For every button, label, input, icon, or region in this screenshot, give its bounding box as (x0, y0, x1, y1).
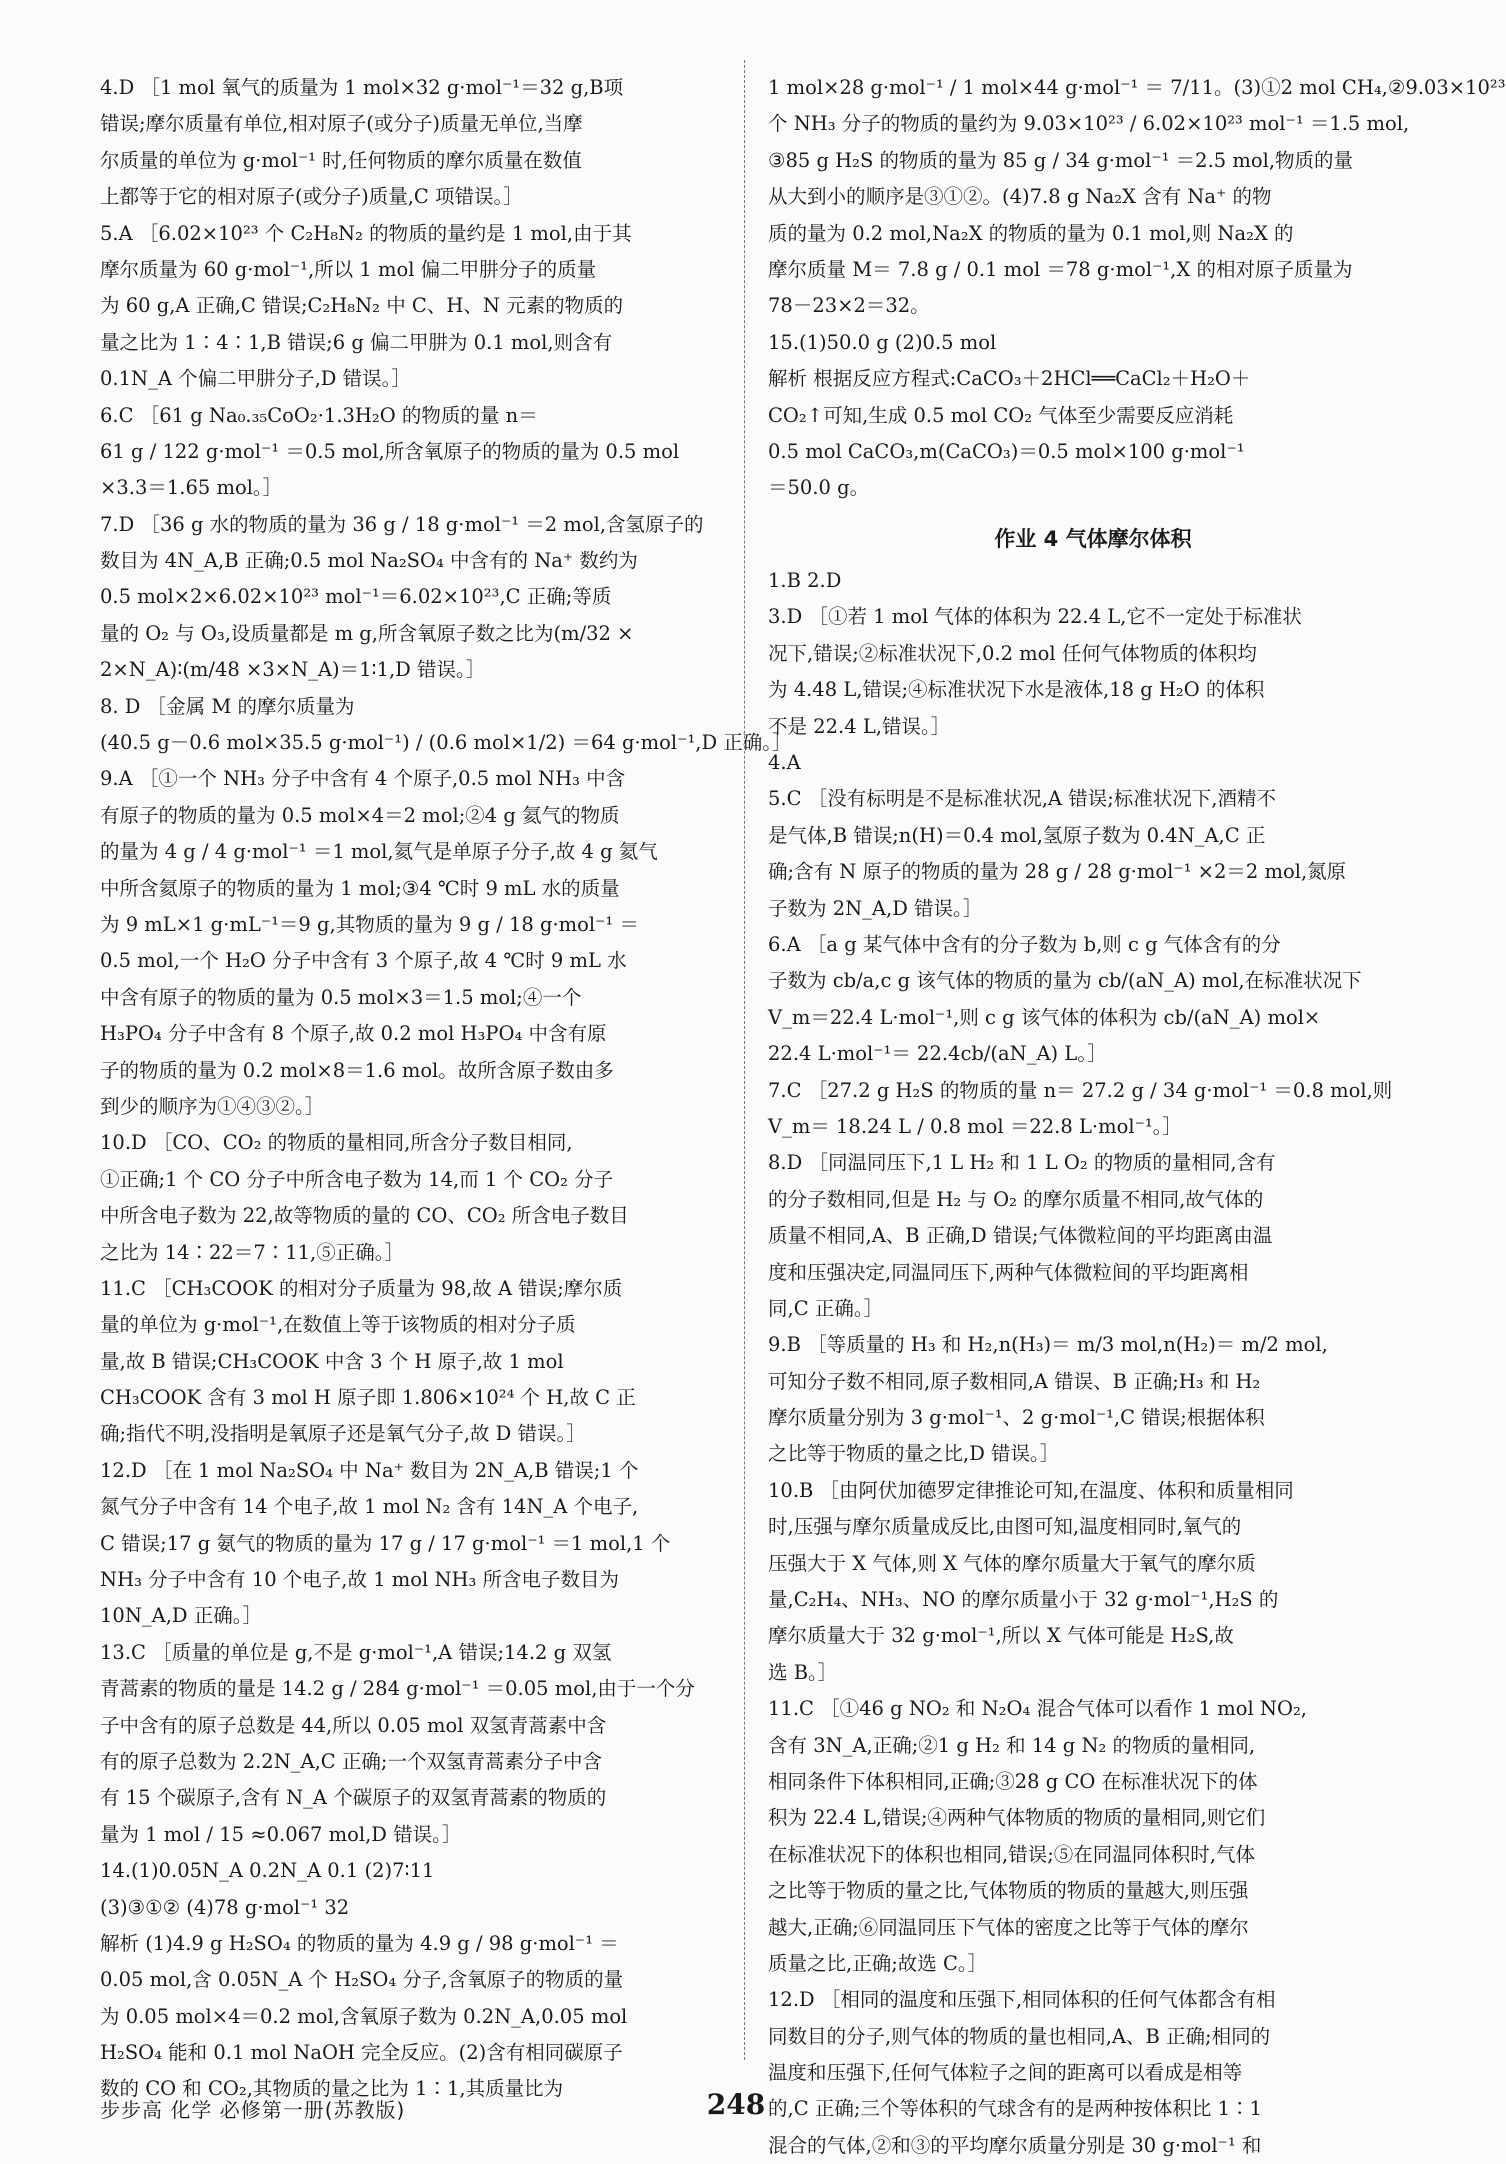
text-line: 0.1N_A 个偏二甲肼分子,D 错误。］ (100, 367, 411, 391)
text-line: 10N_A,D 正确。］ (100, 1604, 262, 1628)
text-line: 7.D ［36 g 水的物质的量为 36 g / 18 g·mol⁻¹ ＝2 mol,含氢原子的 (100, 512, 704, 536)
text-line: 的,C 正确;三个等体积的气球含有的是两种按体积比 1∶1 (768, 2097, 1262, 2121)
text-line: V_m＝ 18.24 L / 0.8 mol ＝22.8 L·mol⁻¹。］ (768, 1114, 1182, 1138)
text-line: 为 9 mL×1 g·mL⁻¹＝9 g,其物质的量为 9 g / 18 g·mol⁻¹ ＝ (100, 912, 639, 936)
text-line: 为 60 g,A 正确,C 错误;C₂H₈N₂ 中 C、H、N 元素的物质的 (100, 294, 624, 318)
text-line: 的量为 4 g / 4 g·mol⁻¹ ＝1 mol,氦气是单原子分子,故 4 g 氦气 (100, 840, 658, 864)
text-line: 中所含氦原子的物质的量为 1 mol;③4 ℃时 9 mL 水的质量 (100, 876, 620, 900)
text-line: 越大,正确;⑥同温同压下气体的密度之比等于气体的摩尔 (768, 1915, 1249, 1939)
text-line: 9.B ［等质量的 H₃ 和 H₂,n(H₃)＝ m/3 mol,n(H₂)＝ m/2 mol, (768, 1333, 1328, 1357)
text-line: 摩尔质量 M＝ 7.8 g / 0.1 mol ＝78 g·mol⁻¹,X 的相对原子质量为 (768, 257, 1353, 281)
text-line: 4.A (768, 751, 801, 775)
text-line: 0.5 mol,一个 H₂O 分子中含有 3 个原子,故 4 ℃时 9 mL 水 (100, 949, 627, 973)
text-line: 有的原子总数为 2.2N_A,C 正确;一个双氢青蒿素分子中含 (100, 1749, 602, 1773)
text-line: 9.A ［①一个 NH₃ 分子中含有 4 个原子,0.5 mol NH₃ 中含 (100, 767, 626, 791)
text-line: 5.C ［没有标明是不是标准状况,A 错误;标准状况下,酒精不 (768, 787, 1276, 811)
text-line: (40.5 g－0.6 mol×35.5 g·mol⁻¹) / (0.6 mol×1/2) ＝64 g·mol⁻¹,D 正确。］ (100, 731, 792, 755)
text-line: 3.D ［①若 1 mol 气体的体积为 22.4 L,它不一定处于标准状 (768, 605, 1302, 629)
text-line: 压强大于 X 气体,则 X 气体的摩尔质量大于氧气的摩尔质 (768, 1551, 1256, 1575)
text-line: 解析 (1)4.9 g H₂SO₄ 的物质的量为 4.9 g / 98 g·mol⁻¹ ＝ (100, 1931, 619, 1955)
text-line: ×3.3＝1.65 mol。］ (100, 476, 283, 500)
text-line: 12.D ［在 1 mol Na₂SO₄ 中 Na⁺ 数目为 2N_A,B 错误;1 个 (100, 1458, 639, 1482)
text-line: 的分子数相同,但是 H₂ 与 O₂ 的摩尔质量不相同,故气体的 (768, 1187, 1264, 1211)
text-line: 确;含有 N 原子的物质的量为 28 g / 28 g·mol⁻¹ ×2＝2 mol,氮原 (768, 860, 1347, 884)
text-line: 青蒿素的物质的量是 14.2 g / 284 g·mol⁻¹ ＝0.05 mol,由于一个分 (100, 1677, 695, 1701)
text-line: 中所含电子数为 22,故等物质的量的 CO、CO₂ 所含电子数目 (100, 1204, 629, 1228)
text-line: 积为 22.4 L,错误;④两种气体物质的物质的量相同,则它们 (768, 1806, 1266, 1830)
text-line: 6.C ［61 g Na₀.₃₅CoO₂·1.3H₂O 的物质的量 n＝ (100, 403, 538, 427)
text-line: 量,C₂H₄、NH₃、NO 的摩尔质量小于 32 g·mol⁻¹,H₂S 的 (768, 1588, 1279, 1612)
section-heading: 作业 4 气体摩尔体积 (994, 526, 1192, 551)
text-line: 氮气分子中含有 14 个电子,故 1 mol N₂ 含有 14N_A 个电子, (100, 1495, 639, 1519)
text-line: 温度和压强下,任何气体粒子之间的距离可以看成是相等 (768, 2061, 1243, 2085)
text-line: 4.D ［1 mol 氧气的质量为 1 mol×32 g·mol⁻¹＝32 g,B项 (100, 76, 624, 99)
text-line: 到少的顺序为①④③②。］ (100, 1094, 325, 1118)
text-line: 质量不相同,A、B 正确,D 错误;气体微粒间的平均距离由温 (768, 1224, 1273, 1248)
text-line: 之比为 14∶22＝7∶11,⑤正确。］ (100, 1240, 404, 1264)
text-line: 10.D ［CO、CO₂ 的物质的量相同,所含分子数目相同, (100, 1131, 573, 1155)
text-line: 从大到小的顺序是③①②。(4)7.8 g Na₂X 含有 Na⁺ 的物 (768, 185, 1272, 209)
text-line: H₃PO₄ 分子中含有 8 个原子,故 0.2 mol H₃PO₄ 中含有原 (100, 1022, 607, 1046)
text-line: 有 15 个碳原子,含有 N_A 个碳原子的双氢青蒿素的物质的 (100, 1786, 607, 1810)
text-line: 选 B。］ (768, 1660, 838, 1684)
text-line: ③85 g H₂S 的物质的量为 85 g / 34 g·mol⁻¹ ＝2.5 mol,物质的量 (768, 148, 1354, 172)
text-line: 相同条件下体积相同,正确;③28 g CO 在标准状况下的体 (768, 1769, 1258, 1793)
text-line: (3)③①② (4)78 g·mol⁻¹ 32 (100, 1895, 350, 1919)
text-line: 确;指代不明,没指明是氧原子还是氧气分子,故 D 错误。］ (100, 1422, 586, 1446)
book-title: 步步高 化学 必修第一册(苏教版) (100, 2098, 406, 2122)
text-line: 是气体,B 错误;n(H)＝0.4 mol,氢原子数为 0.4N_A,C 正 (768, 823, 1266, 847)
text-line: 况下,错误;②标准状况下,0.2 mol 任何气体物质的体积均 (768, 641, 1257, 665)
text-line: 数目为 4N_A,B 正确;0.5 mol Na₂SO₄ 中含有的 Na⁺ 数约为 (100, 549, 638, 573)
text-line: 量,故 B 错误;CH₃COOK 中含 3 个 H 原子,故 1 mol (100, 1349, 564, 1373)
text-line: 质的量为 0.2 mol,Na₂X 的物质的量为 0.1 mol,则 Na₂X 的 (768, 221, 1294, 245)
text-line: 可知分子数不相同,原子数相同,A 错误、B 正确;H₃ 和 H₂ (768, 1369, 1261, 1393)
text-line: 个 NH₃ 分子的物质的量约为 9.03×10²³ / 6.02×10²³ mol⁻¹ ＝1.5 mol, (768, 112, 1410, 136)
right-column (768, 70, 1506, 2164)
text-line: CH₃COOK 含有 3 mol H 原子即 1.806×10²⁴ 个 H,故 C 正 (100, 1386, 636, 1410)
text-line: 尔质量的单位为 g·mol⁻¹ 时,任何物质的摩尔质量在数值 (100, 148, 582, 172)
text-line: 10.B ［由阿伏加德罗定律推论可知,在温度、体积和质量相同 (768, 1478, 1294, 1502)
text-line: 1.B 2.D (768, 569, 842, 593)
text-line: 2×N_A)∶(m/48 ×3×N_A)＝1∶1,D 错误。］ (100, 658, 486, 682)
text-line: 15.(1)50.0 g (2)0.5 mol (768, 330, 997, 354)
text-line: 11.C ［CH₃COOK 的相对分子质量为 98,故 A 错误;摩尔质 (100, 1276, 623, 1300)
text-line: 子中含有的原子总数是 44,所以 0.05 mol 双氢青蒿素中含 (100, 1713, 607, 1737)
text-line: NH₃ 分子中含有 10 个电子,故 1 mol NH₃ 所含电子数目为 (100, 1568, 620, 1592)
text-line: 8.D ［同温同压下,1 L H₂ 和 1 L O₂ 的物质的量相同,含有 (768, 1151, 1276, 1175)
text-line: 7.C ［27.2 g H₂S 的物质的量 n＝ 27.2 g / 34 g·mol⁻¹ ＝0.8 mol,则 (768, 1078, 1393, 1102)
text-line: 为 4.48 L,错误;④标准状况下水是液体,18 g H₂O 的体积 (768, 678, 1265, 702)
text-line: 子数为 cb/a,c g 该气体的物质的量为 cb/(aN_A) mol,在标准状况下 (768, 969, 1362, 993)
page-number: 248 (706, 2088, 766, 2121)
text-line: 子数为 2N_A,D 错误。］ (768, 896, 983, 920)
text-line: 解析 根据反应方程式:CaCO₃＋2HCl══CaCl₂＋H₂O＋ (768, 367, 1251, 391)
text-line: 量的 O₂ 与 O₃,设质量都是 m g,所含氧原子数之比为(m/32 × (100, 621, 634, 645)
text-line: 之比等于物质的量之比,D 错误。］ (768, 1442, 1060, 1466)
text-line: 0.5 mol CaCO₃,m(CaCO₃)＝0.5 mol×100 g·mol⁻¹ (768, 439, 1245, 463)
text-line: 13.C ［质量的单位是 g,不是 g·mol⁻¹,A 错误;14.2 g 双氢 (100, 1640, 612, 1664)
text-line: V_m＝22.4 L·mol⁻¹,则 c g 该气体的体积为 cb/(aN_A) mol× (768, 1005, 1321, 1029)
text-line: CO₂↑可知,生成 0.5 mol CO₂ 气体至少需要反应消耗 (768, 403, 1234, 427)
text-line: 22.4 L·mol⁻¹＝ 22.4cb/(aN_A) L。］ (768, 1042, 1107, 1066)
text-line: ＝50.0 g。 (768, 476, 870, 500)
text-line: 同,C 正确。］ (768, 1296, 884, 1320)
text-line: 0.5 mol×2×6.02×10²³ mol⁻¹＝6.02×10²³,C 正确;等质 (100, 585, 612, 609)
text-line: 8. D ［金属 M 的摩尔质量为 (100, 694, 355, 718)
column-divider (744, 60, 745, 2060)
text-line: 之比等于物质的量之比,气体物质的物质的量越大,则压强 (768, 1879, 1249, 1903)
text-line: 混合的气体,②和③的平均摩尔质量分别是 30 g·mol⁻¹ 和 (768, 2133, 1262, 2157)
text-line: 12.D ［相同的温度和压强下,相同体积的任何气体都含有相 (768, 1988, 1276, 2012)
text-line: 在标准状况下的体积也相同,错误;⑤在同温同体积时,气体 (768, 1842, 1255, 1866)
text-line: 摩尔质量大于 32 g·mol⁻¹,所以 X 气体可能是 H₂S,故 (768, 1624, 1234, 1648)
text-line: 摩尔质量为 60 g·mol⁻¹,所以 1 mol 偏二甲肼分子的质量 (100, 257, 597, 281)
text-line: 时,压强与摩尔质量成反比,由图可知,温度相同时,氧气的 (768, 1515, 1242, 1539)
text-line: 78－23×2＝32。 (768, 294, 930, 318)
text-line: 有原子的物质的量为 0.5 mol×4＝2 mol;②4 g 氦气的物质 (100, 803, 620, 827)
text-line: C 错误;17 g 氨气的物质的量为 17 g / 17 g·mol⁻¹ ＝1 mol,1 个 (100, 1531, 671, 1555)
text-line: 错误;摩尔质量有单位,相对原子(或分子)质量无单位,当摩 (100, 112, 583, 136)
text-line: 5.A ［6.02×10²³ 个 C₂H₈N₂ 的物质的量约是 1 mol,由于其 (100, 221, 632, 245)
text-line: 摩尔质量分别为 3 g·mol⁻¹、2 g·mol⁻¹,C 错误;根据体积 (768, 1406, 1265, 1430)
text-line: 量为 1 mol / 15 ≈0.067 mol,D 错误。］ (100, 1822, 462, 1846)
text-line: 为 0.05 mol×4＝0.2 mol,含氧原子数为 0.2N_A,0.05 mol (100, 2004, 628, 2028)
text-line: 不是 22.4 L,错误。］ (768, 714, 951, 738)
text-line: 61 g / 122 g·mol⁻¹ ＝0.5 mol,所含氧原子的物质的量为 0.5 mol (100, 439, 680, 463)
text-line: 同数目的分子,则气体的物质的量也相同,A、B 正确;相同的 (768, 2024, 1271, 2048)
text-line: 11.C ［①46 g NO₂ 和 N₂O₄ 混合气体可以看作 1 mol NO₂, (768, 1697, 1308, 1721)
text-line: 0.05 mol,含 0.05N_A 个 H₂SO₄ 分子,含氧原子的物质的量 (100, 1968, 624, 1992)
text-line: 14.(1)0.05N_A 0.2N_A 0.1 (2)7∶11 (100, 1859, 435, 1883)
text-line: 质量之比,正确;故选 C。］ (768, 1951, 988, 1975)
text-line: ①正确;1 个 CO 分子中所含电子数为 14,而 1 个 CO₂ 分子 (100, 1167, 614, 1191)
text-line: 数的 CO 和 CO₂,其物质的量之比为 1∶1,其质量比为 (100, 2077, 564, 2101)
text-line: 度和压强决定,同温同压下,两种气体微粒间的平均距离相 (768, 1260, 1249, 1284)
text-line: 含有 3N_A,正确;②1 g H₂ 和 14 g N₂ 的物质的量相同, (768, 1733, 1256, 1757)
text-line: 中含有原子的物质的量为 0.5 mol×3＝1.5 mol;④一个 (100, 985, 582, 1009)
text-line: 子的物质的量为 0.2 mol×8＝1.6 mol。故所含原子数由多 (100, 1058, 614, 1082)
text-line: 6.A ［a g 某气体中含有的分子数为 b,则 c g 气体含有的分 (768, 932, 1281, 956)
text-line: 1 mol×28 g·mol⁻¹ / 1 mol×44 g·mol⁻¹ ＝ 7/11。(3)①2 mol CH₄,②9.03×10²³ (768, 76, 1506, 99)
text-line: 量的单位为 g·mol⁻¹,在数值上等于该物质的相对分子质 (100, 1313, 576, 1337)
text-line: 量之比为 1∶4∶1,B 错误;6 g 偏二甲肼为 0.1 mol,则含有 (100, 330, 613, 354)
text-line: 上都等于它的相对原子(或分子)质量,C 项错误。］ (100, 185, 523, 209)
text-line: H₂SO₄ 能和 0.1 mol NaOH 完全反应。(2)含有相同碳原子 (100, 2041, 623, 2065)
